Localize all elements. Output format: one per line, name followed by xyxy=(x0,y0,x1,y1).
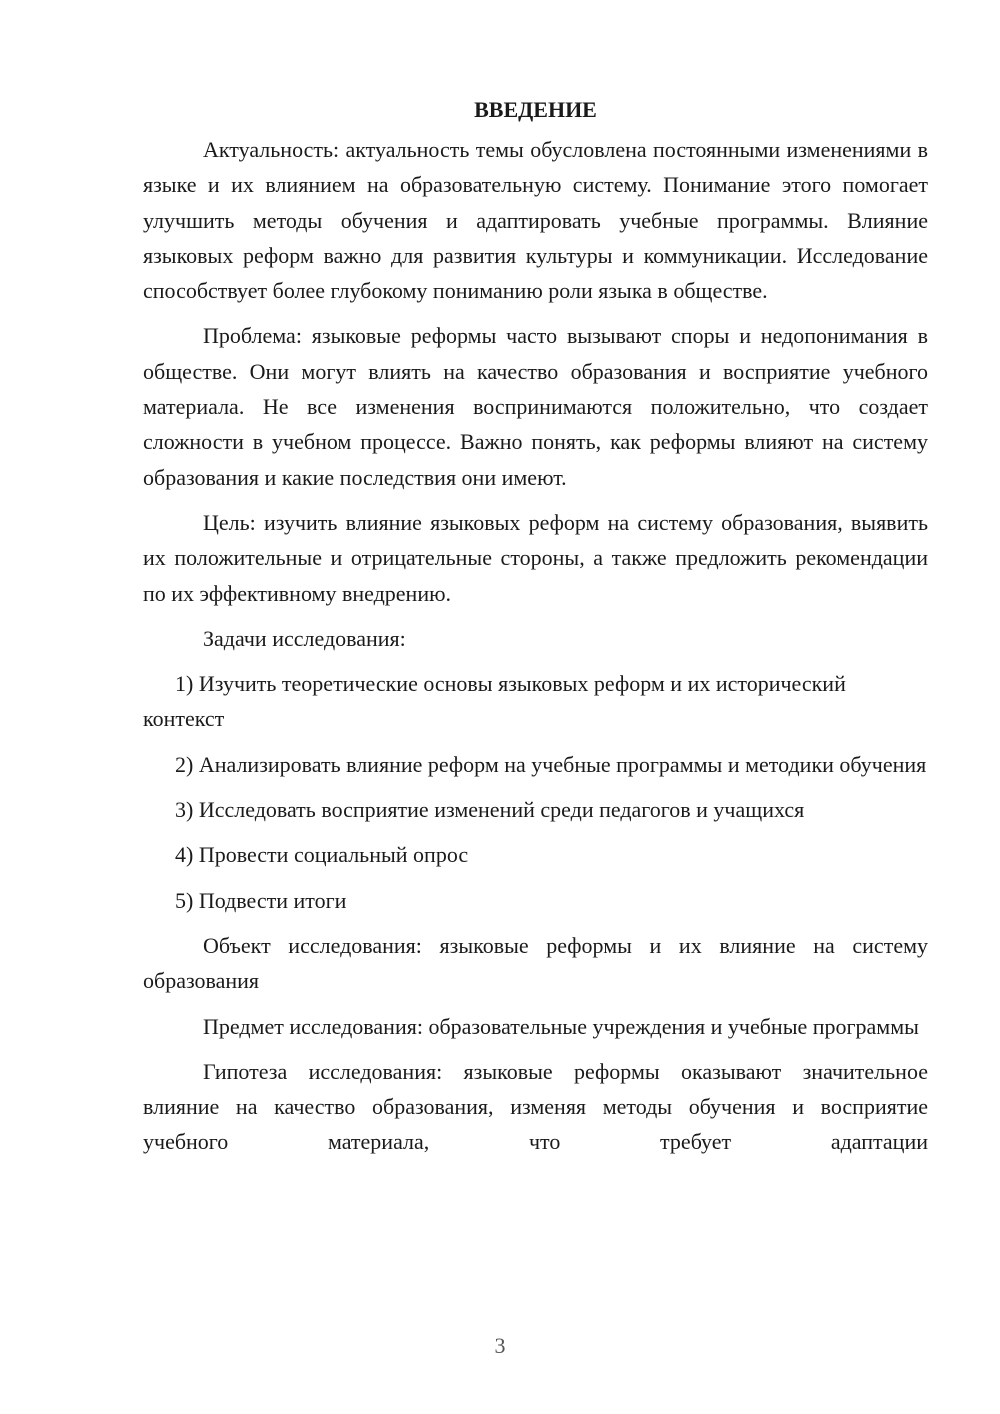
task-item-5: 5) Подвести итоги xyxy=(175,887,347,913)
problem-paragraph: Проблема: языковые реформы часто вызывают споры и недопонимания в обществе. Они могут влиять на качество образования и восприятие учебного материала. Не все изменения воспринимаются положительно, что создает сложности в учебном процессе. Важно понять, как реформы влияют на систему образования и какие последствия они имеют. xyxy=(143,323,928,490)
relevance-paragraph: Актуальность: актуальность темы обусловлена постоянными изменениями в языке и их влиянием на образовательную систему. Понимание этого помогает улучшить методы обучения и адаптировать учебные программы. Влияние языковых реформ важно для развития культуры и коммуникации. Исследование способствует более глубокому пониманию роли языка в обществе. xyxy=(143,137,928,304)
task-item-4: 4) Провести социальный опрос xyxy=(175,842,469,868)
object-paragraph: Объект исследования: языковые реформы и их влияние на систему образования xyxy=(143,932,928,994)
hypothesis-paragraph: Гипотеза исследования: языковые реформы оказывают значительное влияние на качество образования, изменяя методы обучения и восприятие учебного материала, что требует адаптации xyxy=(143,1058,928,1155)
goal-paragraph: Цель: изучить влияние языковых реформ на систему образования, выявить их положительные и отрицательные стороны, а также предложить рекомендации по их эффективному внедрению. xyxy=(143,509,928,606)
tasks-heading: Задачи исследования: xyxy=(203,625,406,651)
page-number: 3 xyxy=(494,1333,506,1358)
subject-paragraph: Предмет исследования: образовательные учреждения и учебные программы xyxy=(203,1013,919,1039)
task-item-3: 3) Исследовать восприятие изменений среди педагогов и учащихся xyxy=(175,797,805,823)
section-title: ВВЕДЕНИЕ xyxy=(474,97,597,122)
task-item-2: 2) Анализировать влияние реформ на учебные программы и методики обучения xyxy=(175,751,927,777)
document-page xyxy=(143,92,928,1170)
task-item-1: 1) Изучить теоретические основы языковых реформ и их исторический контекст xyxy=(143,671,846,732)
